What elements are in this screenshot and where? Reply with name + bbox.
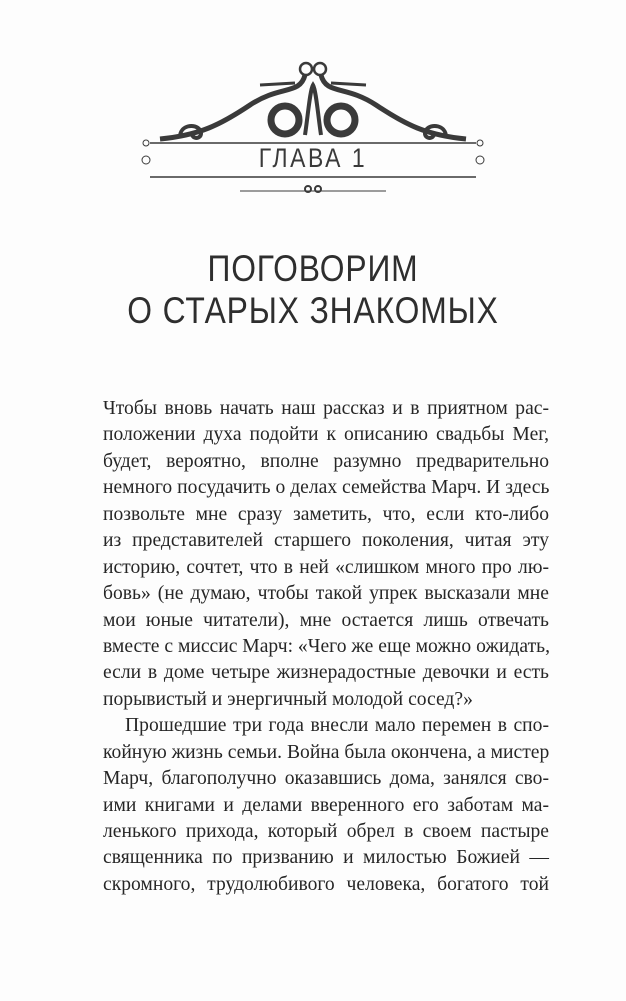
text-line: ими книгами и делами вверенного его заботам ма- bbox=[103, 794, 549, 816]
text-line: койную жизнь семьи. Война была окончена, а мистер bbox=[103, 741, 550, 763]
text-line: немного посудачить о делах семейства Марч. И здесь bbox=[103, 477, 550, 499]
text-line: бовь» (не думаю, чтобы такой упрек высказали мне bbox=[103, 583, 549, 605]
chapter-ornament-icon bbox=[140, 55, 486, 205]
text-line: будет, вероятно, вполне разумно предварительно bbox=[103, 450, 549, 472]
text-line: священника по призванию и милостью Божией — bbox=[103, 847, 549, 869]
text-line: из представителей старшего поколения, читая эту bbox=[103, 530, 549, 552]
text-line: историю, сочтет, что в ней «слишком много про лю- bbox=[103, 556, 549, 578]
text-line: если в доме четыре жизнерадостные девочки и есть bbox=[103, 662, 549, 684]
text-line: Чтобы вновь начать наш рассказ и в приятном рас- bbox=[103, 398, 549, 419]
text-line: ленького прихода, который обрел в своем пастыре bbox=[103, 821, 549, 842]
chapter-title-line-1: ПОГОВОРИМ bbox=[207, 248, 419, 289]
text-line: Прошедшие три года внесли мало перемен в спо- bbox=[125, 715, 549, 737]
chapter-heading: ГЛАВА 1 bbox=[258, 143, 368, 173]
text-line: вместе с миссис Марч: «Чего же еще можно ожидать, bbox=[103, 635, 550, 657]
text-line: порывистый и энергичный молодой сосед?» bbox=[103, 688, 473, 710]
text-line: Марч, благополучно оказавшись дома, занялся сво- bbox=[103, 768, 549, 790]
text-line: скромного, трудолюбивого человека, богатого той bbox=[103, 873, 549, 895]
text-line: положении духа подойти к описанию свадьбы Мег, bbox=[103, 424, 549, 446]
text-line: позвольте мне сразу заметить, что, если кто-либо bbox=[103, 503, 549, 525]
body-text bbox=[103, 396, 549, 898]
text-line: мои юные читатели), мне остается лишь отвечать bbox=[103, 609, 549, 631]
chapter-title-line-2: О СТАРЫХ ЗНАКОМЫХ bbox=[127, 290, 499, 331]
